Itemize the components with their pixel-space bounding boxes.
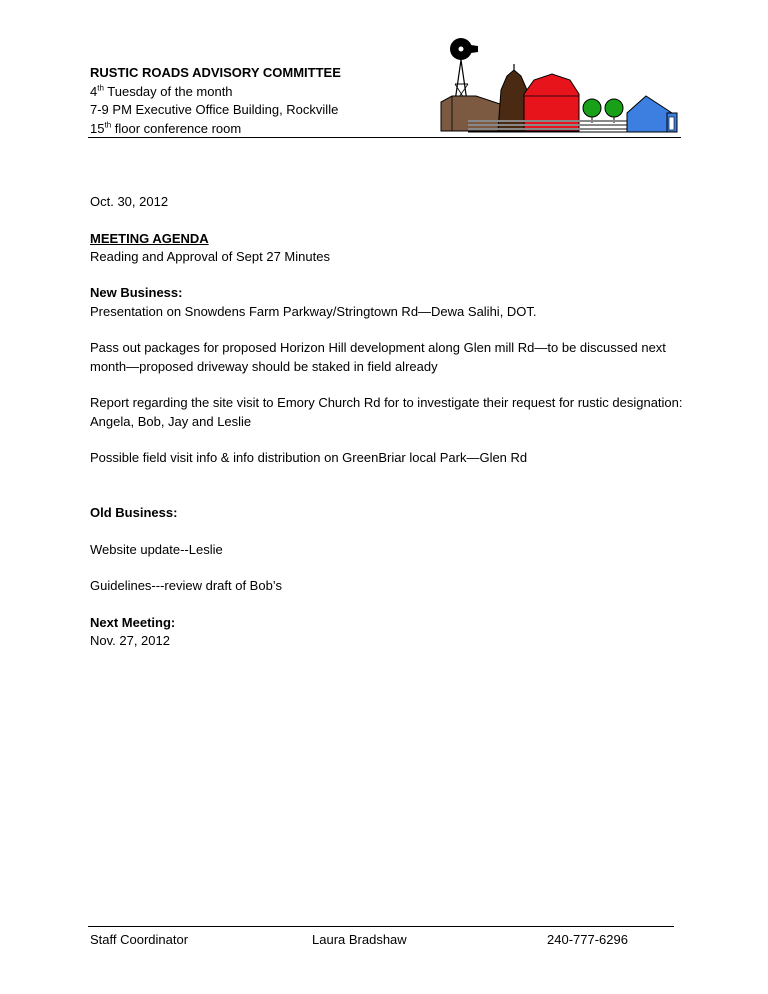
agenda-item: Guidelines---review draft of Bob’s xyxy=(90,578,282,594)
next-meeting-date: Nov. 27, 2012 xyxy=(90,633,170,649)
meeting-time-location: 7-9 PM Executive Office Building, Rockville xyxy=(90,102,339,117)
old-business-heading: Old Business: xyxy=(90,505,178,521)
house-icon xyxy=(627,96,677,132)
next-meeting-heading: Next Meeting: xyxy=(90,614,176,630)
agenda-item: Possible field visit info & info distribution on GreenBriar local Park—Glen Rd xyxy=(90,450,528,466)
agenda-item: Pass out packages for proposed Horizon Hill development along Glen mill Rd—to be discussed next month—proposed driveway should be staked in field already xyxy=(90,340,670,374)
footer-role: Staff Coordinator xyxy=(90,932,189,947)
committee-name: RUSTIC ROADS ADVISORY COMMITTEE xyxy=(90,65,341,80)
letterhead xyxy=(90,64,341,138)
footer-name: Laura Bradshaw xyxy=(312,932,407,947)
footer-phone: 240-777-6296 xyxy=(547,932,628,947)
agenda-item: Website update--Leslie xyxy=(90,541,223,557)
farm-logo xyxy=(438,34,682,134)
meeting-date: Oct. 30, 2012 xyxy=(90,194,169,209)
header-divider xyxy=(88,137,681,138)
footer-divider xyxy=(88,926,674,927)
barn-icon xyxy=(524,74,579,131)
agenda-heading: MEETING AGENDA xyxy=(90,230,209,246)
new-business-heading: New Business: xyxy=(90,285,183,301)
meeting-schedule: 4th Tuesday of the month xyxy=(90,83,233,99)
agenda-item: Presentation on Snowdens Farm Parkway/Stringtown Rd—Dewa Salihi, DOT. xyxy=(90,303,537,319)
agenda-item: Report regarding the site visit to Emory Church Rd for to investigate their request for rustic designation: Angela, Bob, Jay and Leslie xyxy=(90,395,686,429)
agenda-body xyxy=(90,193,690,650)
minutes-approval: Reading and Approval of Sept 27 Minutes xyxy=(90,248,330,264)
meeting-room: 15th floor conference room xyxy=(90,120,242,136)
trees-icon xyxy=(583,99,623,123)
